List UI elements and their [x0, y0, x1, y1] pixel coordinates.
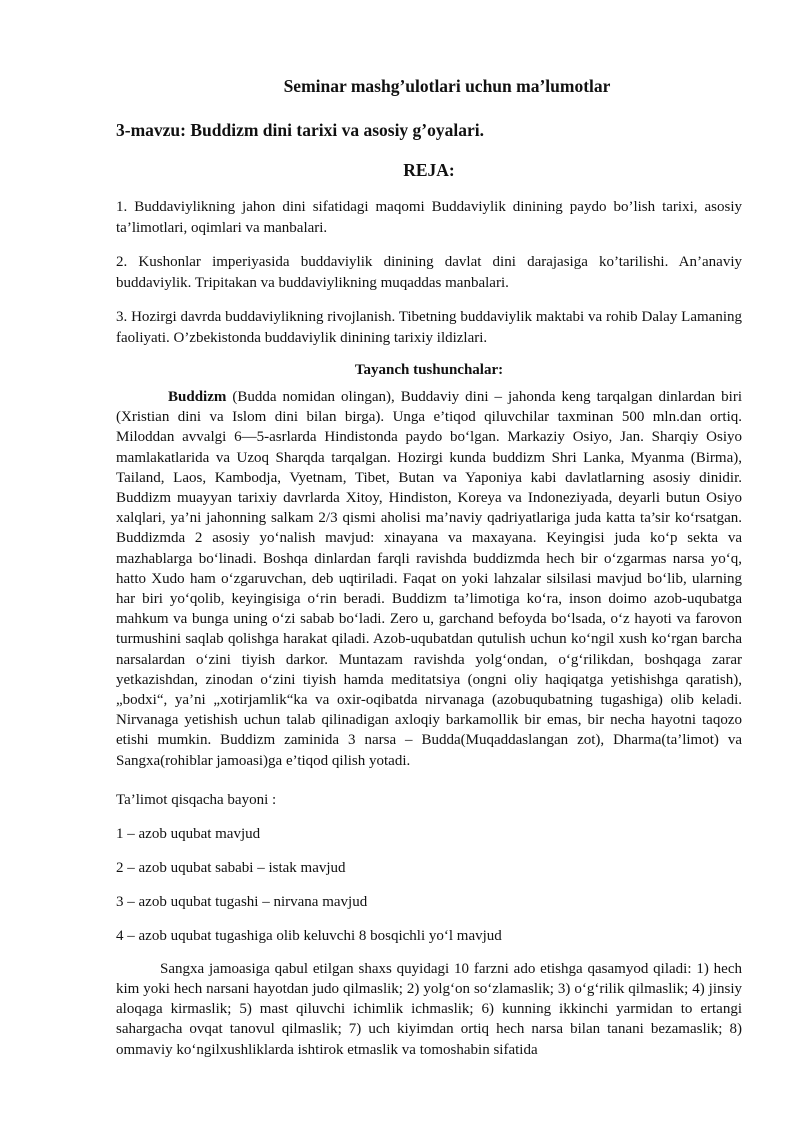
- plan-list: [116, 197, 742, 349]
- plan-item: 1. Buddaviylikning jahon dini sifatidagi maqomi Buddaviylik dinining paydo bo’lish tarixi, asosiy ta’limotlari, oqimlari va manbalari.: [116, 199, 742, 236]
- teaching-intro: Ta’limot qisqacha bayoni :: [116, 791, 277, 808]
- sangha-paragraph: Sangxa jamoasiga qabul etilgan shaxs quyidagi 10 farzni ado etishga qasamyod qiladi: 1) hech kim yoki hech narsani hayotdan judo qilmaslik; 2) yolgʻon soʻzlamaslik; 3) oʻgʻrilik qilmaslik; 4) jinsiy aloqaga kirmaslik; 5) mast qiluvchi ichimlik ichmaslik; 6) kunning ikkinchi yarmidan to ertangi sahargacha ovqat tanovul qilmaslik; 7) uch kiyimdan ortiq hech narsa bilan tanani bezamaslik; 8) ommaviy koʻngilxushliklarda ishtirok etmaslik va tomoshabin sifatida: [116, 960, 742, 1058]
- teaching-item: 3 – azob uqubat tugashi – nirvana mavjud: [116, 893, 368, 910]
- concepts-paragraph: [116, 387, 742, 771]
- concept-text: (Budda nomidan olingan), Buddaviy dini – jahonda keng tarqalgan dinlardan biri (Xristian dini va Islom dini bilan birga). Unga e’tiqod qiluvchilar taxminan 500 mln.dan ortiq. Miloddan avvalgi 6—5-asrlarda Hindistonda paydo boʻlgan. Markaziy Osiyo, Jan. Sharqiy Osiyo mamlakatlarida va Uzoq Sharqda tarqalgan. Hozirgi kunda buddizm Shri Lanka, Myanma (Birma), Tailand, Laos, Kambodja, Vyetnam, Tibet, Butan va Yaponiya kabi davlatlarning asosiy dinidir. Buddizm muayyan tarixiy davrlarda Xitoy, Hindiston, Koreya va Indoneziyada, deyarli butun Osiyo xalqlari, ya’ni jahonning salkam 2/3 qismi aholisi ma’naviy qadriyatlariga juda katta ta’sir koʻrsatgan. Buddizmda 2 asosiy yoʻnalish mavjud: xinayana va maxayana. Keyingisi juda koʻp sekta va mazhablarga boʻlinadi. Boshqa dinlardan farqli ravishda buddizmda hech bir oʻzgarmas narsa yoʻq, hatto Xudo ham oʻzgaruvchan, deb uqtiriladi. Faqat on yoki lahzalar silsilasi mavjud boʻlib, ularning har biri yoʻqolib, keyingisiga oʻrin beradi. Buddizm ta’limotiga koʻra, inson doimo azob-uqubatga mahkum va bunga uning oʻzi sabab boʻladi. Zero u, garchand befoyda boʻlsada, oʻz hayoti va farovon turmushini saqlab qolishga harakat qiladi. Azob-uqubatdan qutulish uchun koʻngil xush koʻrgan barcha narsalardan oʻzini tiyish darkor. Muntazam ravishda yolgʻondan, oʻgʻrilikdan, boshqaga zarar yetkazishdan, zinodan oʻzini tiyish hamda meditatsiya (ongni oliy haqiqatga yetishishga qaratish), „bodxi“, ya’ni „xotirjamlik“ka va oxir-oqibatda nirvanaga (azobuqubatning tugashiga) olib keladi. Nirvanaga yetishish uchun talab qilinadigan axloqiy barkamollik bir emas, bir necha hayotni taqozo etishi mumkin. Buddizm zaminida 3 narsa – Budda(Muqaddaslangan zot), Dharma(ta’limot) va Sangxa(rohiblar jamoasi)ga e’tiqod qilish yotadi.: [116, 389, 742, 769]
- plan-heading: REJA:: [403, 160, 455, 180]
- concept-term: Buddizm: [168, 389, 227, 405]
- plan-item: 2. Kushonlar imperiyasida buddaviylik dinining davlat dini darajasiga ko’tarilishi. An’anaviy buddaviylik. Tripitakan va buddaviylikning muqaddas manbalari.: [116, 254, 742, 291]
- concepts-heading: Tayanch tushunchalar:: [354, 362, 504, 378]
- teaching-item: 4 – azob uqubat tugashiga olib keluvchi 8 bosqichli yoʻl mavjud: [116, 927, 502, 944]
- document-title: Seminar mashg’ulotlari uchun ma’lumotlar: [283, 76, 611, 96]
- topic-heading: 3-mavzu: Buddizm dini tarixi va asosiy g’oyalari.: [116, 120, 484, 140]
- teaching-item: 1 – azob uqubat mavjud: [116, 825, 261, 842]
- teaching-item: 2 – azob uqubat sababi – istak mavjud: [116, 859, 346, 876]
- plan-item: 3. Hozirgi davrda buddaviylikning rivojlanish. Tibetning buddaviylik maktabi va rohib Dalay Lamaning faoliyati. O’zbekistonda buddaviylik dinining tarixiy ildizlari.: [116, 309, 742, 346]
